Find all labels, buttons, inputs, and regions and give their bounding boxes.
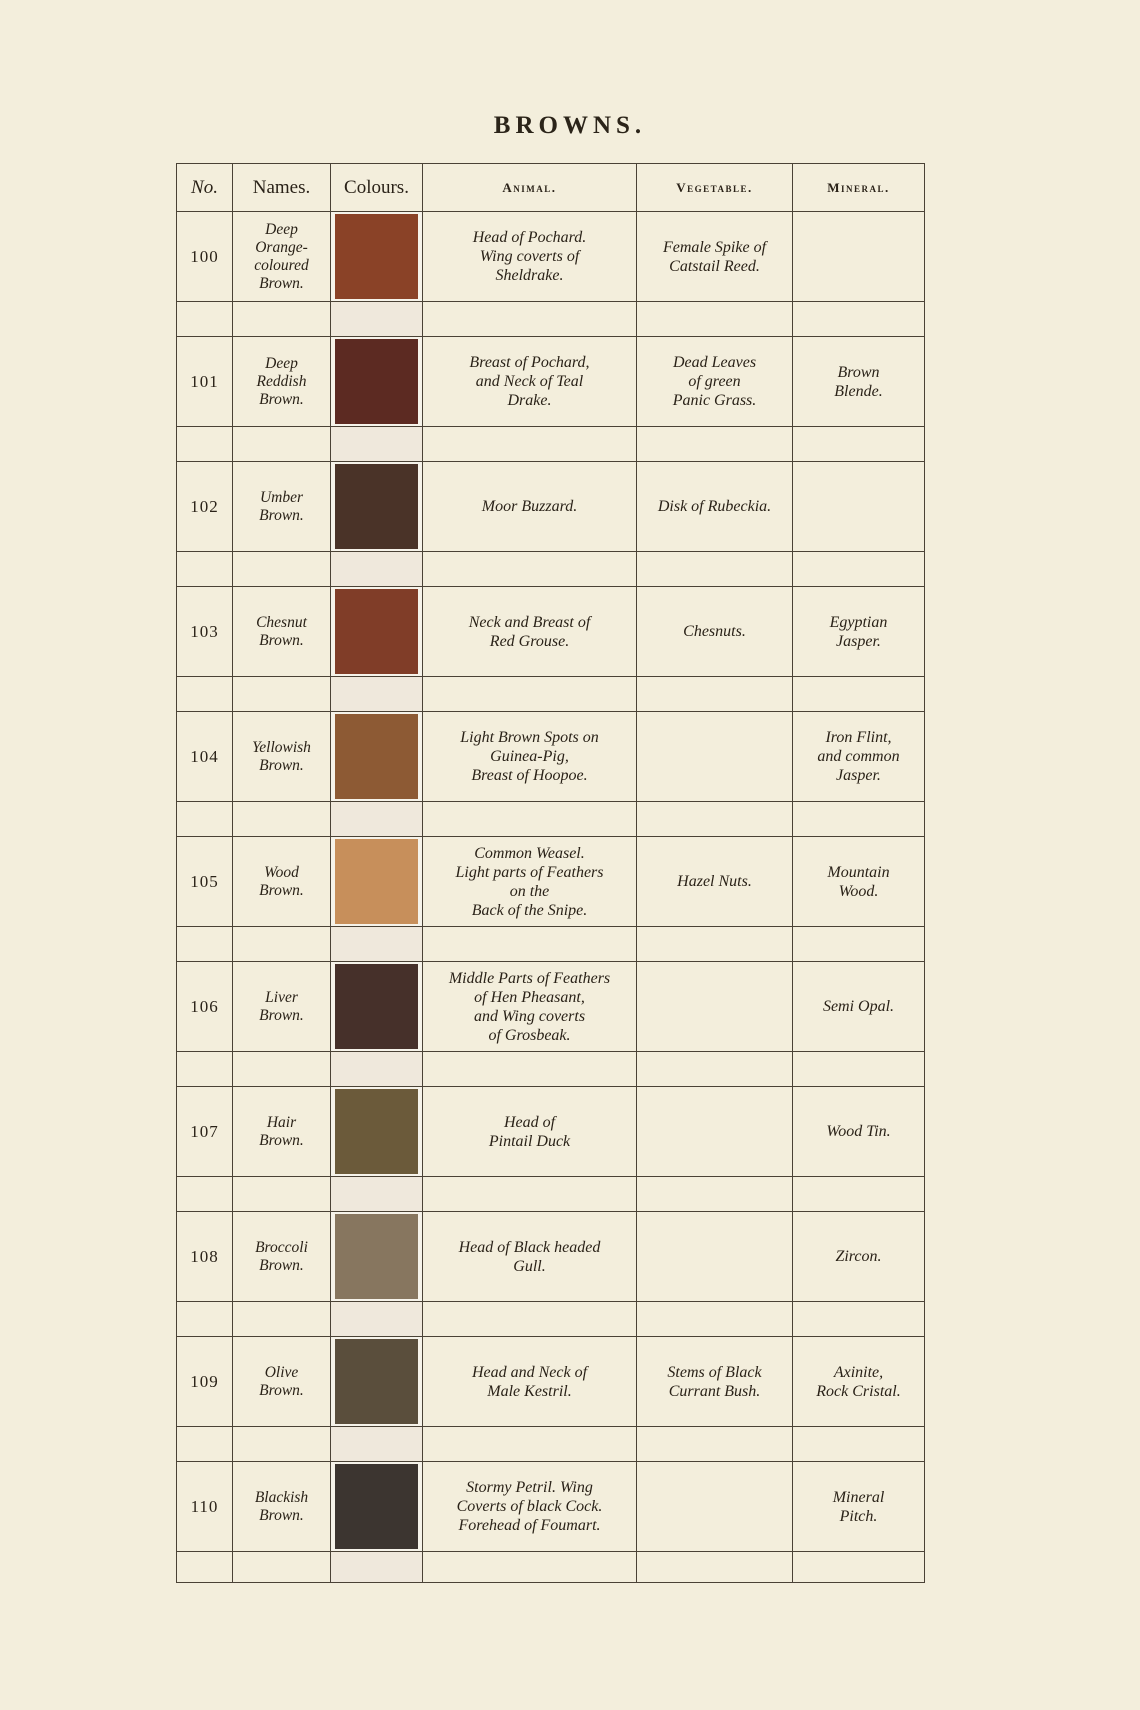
spacer-cell	[233, 552, 331, 587]
table-row	[177, 337, 925, 427]
colour-name: Olive Brown.	[233, 1337, 331, 1427]
spacer-cell	[233, 1427, 331, 1462]
spacer-cell	[793, 1552, 925, 1583]
spacer-cell	[423, 1427, 637, 1462]
colour-swatch	[335, 589, 418, 674]
colour-name: Broccoli Brown.	[233, 1212, 331, 1302]
vegetable-example: Stems of Black Currant Bush.	[637, 1337, 793, 1427]
spacer-cell	[423, 552, 637, 587]
entry-number: 103	[177, 587, 233, 677]
animal-example: Breast of Pochard, and Neck of Teal Drake.	[423, 337, 637, 427]
spacer-row	[177, 1552, 925, 1583]
table-row	[177, 1337, 925, 1427]
mineral-example: Iron Flint, and common Jasper.	[793, 712, 925, 802]
animal-example: Head of Pintail Duck	[423, 1087, 637, 1177]
mineral-example	[793, 212, 925, 302]
spacer-cell	[177, 552, 233, 587]
colour-name: Blackish Brown.	[233, 1462, 331, 1552]
vegetable-example: Disk of Rubeckia.	[637, 462, 793, 552]
spacer-cell	[177, 1552, 233, 1583]
colour-name: Deep Orange- coloured Brown.	[233, 212, 331, 302]
page-title: BROWNS.	[493, 112, 647, 139]
colour-swatch	[335, 964, 418, 1049]
spacer-cell	[637, 302, 793, 337]
spacer-cell	[637, 1552, 793, 1583]
colour-swatch-cell	[331, 587, 423, 677]
mineral-example: Zircon.	[793, 1212, 925, 1302]
colour-swatch-cell	[331, 962, 423, 1052]
spacer-cell	[423, 677, 637, 712]
spacer-cell	[423, 1552, 637, 1583]
colour-swatch-cell	[331, 212, 423, 302]
spacer-cell	[177, 927, 233, 962]
vegetable-example: Dead Leaves of green Panic Grass.	[637, 337, 793, 427]
spacer-cell	[177, 802, 233, 837]
entry-number: 101	[177, 337, 233, 427]
vegetable-example	[637, 962, 793, 1052]
entry-number: 100	[177, 212, 233, 302]
spacer-cell	[331, 1052, 423, 1087]
spacer-cell	[423, 302, 637, 337]
colour-name: Liver Brown.	[233, 962, 331, 1052]
spacer-cell	[637, 427, 793, 462]
spacer-cell	[423, 1177, 637, 1212]
spacer-cell	[637, 927, 793, 962]
spacer-cell	[793, 1052, 925, 1087]
colour-swatch-cell	[331, 1212, 423, 1302]
spacer-cell	[637, 677, 793, 712]
colour-table-wrapper	[176, 163, 924, 1595]
entry-number: 105	[177, 837, 233, 927]
mineral-example	[793, 462, 925, 552]
spacer-row	[177, 1052, 925, 1087]
spacer-cell	[331, 1552, 423, 1583]
spacer-cell	[233, 427, 331, 462]
animal-example: Neck and Breast of Red Grouse.	[423, 587, 637, 677]
table-row	[177, 587, 925, 677]
spacer-cell	[793, 552, 925, 587]
colour-swatch	[335, 1339, 418, 1424]
spacer-cell	[793, 427, 925, 462]
spacer-cell	[423, 927, 637, 962]
spacer-cell	[331, 1427, 423, 1462]
header-names: Names.	[233, 164, 331, 212]
spacer-cell	[331, 802, 423, 837]
spacer-cell	[233, 1302, 331, 1337]
spacer-cell	[637, 802, 793, 837]
spacer-cell	[233, 677, 331, 712]
entry-number: 110	[177, 1462, 233, 1552]
colour-table	[176, 163, 925, 1583]
spacer-cell	[331, 302, 423, 337]
vegetable-example: Chesnuts.	[637, 587, 793, 677]
colour-name: Wood Brown.	[233, 837, 331, 927]
animal-example: Moor Buzzard.	[423, 462, 637, 552]
colour-name: Chesnut Brown.	[233, 587, 331, 677]
spacer-cell	[423, 427, 637, 462]
spacer-cell	[793, 677, 925, 712]
spacer-cell	[793, 802, 925, 837]
spacer-cell	[233, 302, 331, 337]
colour-swatch-cell	[331, 337, 423, 427]
spacer-cell	[233, 927, 331, 962]
vegetable-example	[637, 1087, 793, 1177]
animal-example: Common Weasel. Light parts of Feathers on the Back of the Snipe.	[423, 837, 637, 927]
vegetable-example	[637, 712, 793, 802]
animal-example: Middle Parts of Feathers of Hen Pheasant, and Wing coverts of Grosbeak.	[423, 962, 637, 1052]
colour-swatch	[335, 839, 418, 924]
spacer-cell	[331, 677, 423, 712]
animal-example: Head and Neck of Male Kestril.	[423, 1337, 637, 1427]
table-row	[177, 1087, 925, 1177]
table-row	[177, 837, 925, 927]
vegetable-example: Hazel Nuts.	[637, 837, 793, 927]
spacer-cell	[177, 1052, 233, 1087]
spacer-row	[177, 927, 925, 962]
animal-example: Head of Pochard. Wing coverts of Sheldrake.	[423, 212, 637, 302]
entry-number: 106	[177, 962, 233, 1052]
spacer-row	[177, 1427, 925, 1462]
colour-swatch	[335, 1464, 418, 1549]
mineral-example: Axinite, Rock Cristal.	[793, 1337, 925, 1427]
spacer-cell	[233, 1552, 331, 1583]
spacer-cell	[331, 1177, 423, 1212]
header-row	[177, 164, 925, 212]
colour-swatch-cell	[331, 837, 423, 927]
spacer-row	[177, 1177, 925, 1212]
spacer-cell	[637, 1302, 793, 1337]
spacer-row	[177, 302, 925, 337]
spacer-cell	[637, 1052, 793, 1087]
colour-name: Deep Reddish Brown.	[233, 337, 331, 427]
colour-swatch-cell	[331, 1462, 423, 1552]
mineral-example: Mountain Wood.	[793, 837, 925, 927]
colour-swatch	[335, 714, 418, 799]
spacer-cell	[331, 1302, 423, 1337]
spacer-cell	[233, 802, 331, 837]
spacer-cell	[331, 427, 423, 462]
entry-number: 109	[177, 1337, 233, 1427]
mineral-example: Mineral Pitch.	[793, 1462, 925, 1552]
vegetable-example	[637, 1462, 793, 1552]
spacer-cell	[233, 1052, 331, 1087]
mineral-example: Brown Blende.	[793, 337, 925, 427]
table-row	[177, 1462, 925, 1552]
spacer-cell	[793, 1427, 925, 1462]
table-row	[177, 212, 925, 302]
entry-number: 104	[177, 712, 233, 802]
table-row	[177, 462, 925, 552]
spacer-cell	[177, 1177, 233, 1212]
entry-number: 102	[177, 462, 233, 552]
table-body	[177, 212, 925, 1583]
vegetable-example: Female Spike of Catstail Reed.	[637, 212, 793, 302]
colour-name: Yellowish Brown.	[233, 712, 331, 802]
spacer-cell	[331, 552, 423, 587]
spacer-cell	[177, 1427, 233, 1462]
spacer-cell	[793, 1177, 925, 1212]
colour-swatch	[335, 214, 418, 299]
spacer-row	[177, 552, 925, 587]
animal-example: Light Brown Spots on Guinea-Pig, Breast of Hoopoe.	[423, 712, 637, 802]
header-vegetable: Vegetable.	[637, 164, 793, 212]
spacer-row	[177, 802, 925, 837]
spacer-cell	[331, 927, 423, 962]
spacer-cell	[793, 1302, 925, 1337]
animal-example: Head of Black headed Gull.	[423, 1212, 637, 1302]
spacer-cell	[177, 302, 233, 337]
spacer-row	[177, 677, 925, 712]
colour-name: Umber Brown.	[233, 462, 331, 552]
colour-swatch	[335, 464, 418, 549]
spacer-cell	[637, 1177, 793, 1212]
header-number: No.	[177, 164, 233, 212]
entry-number: 108	[177, 1212, 233, 1302]
spacer-row	[177, 427, 925, 462]
header-animal: Animal.	[423, 164, 637, 212]
entry-number: 107	[177, 1087, 233, 1177]
colour-swatch	[335, 1089, 418, 1174]
spacer-cell	[637, 552, 793, 587]
spacer-cell	[233, 1177, 331, 1212]
spacer-cell	[793, 302, 925, 337]
spacer-cell	[423, 1302, 637, 1337]
table-row	[177, 712, 925, 802]
spacer-cell	[637, 1427, 793, 1462]
spacer-cell	[793, 927, 925, 962]
table-row	[177, 1212, 925, 1302]
mineral-example: Wood Tin.	[793, 1087, 925, 1177]
mineral-example: Semi Opal.	[793, 962, 925, 1052]
mineral-example: Egyptian Jasper.	[793, 587, 925, 677]
colour-swatch-cell	[331, 462, 423, 552]
spacer-row	[177, 1302, 925, 1337]
colour-name: Hair Brown.	[233, 1087, 331, 1177]
header-mineral: Mineral.	[793, 164, 925, 212]
colour-swatch	[335, 1214, 418, 1299]
spacer-cell	[177, 677, 233, 712]
colour-swatch-cell	[331, 712, 423, 802]
table-row	[177, 962, 925, 1052]
spacer-cell	[423, 1052, 637, 1087]
vegetable-example	[637, 1212, 793, 1302]
spacer-cell	[177, 1302, 233, 1337]
spacer-cell	[423, 802, 637, 837]
header-colours: Colours.	[331, 164, 423, 212]
colour-swatch-cell	[331, 1337, 423, 1427]
spacer-cell	[177, 427, 233, 462]
colour-swatch-cell	[331, 1087, 423, 1177]
animal-example: Stormy Petril. Wing Coverts of black Cock. Forehead of Foumart.	[423, 1462, 637, 1552]
colour-swatch	[335, 339, 418, 424]
